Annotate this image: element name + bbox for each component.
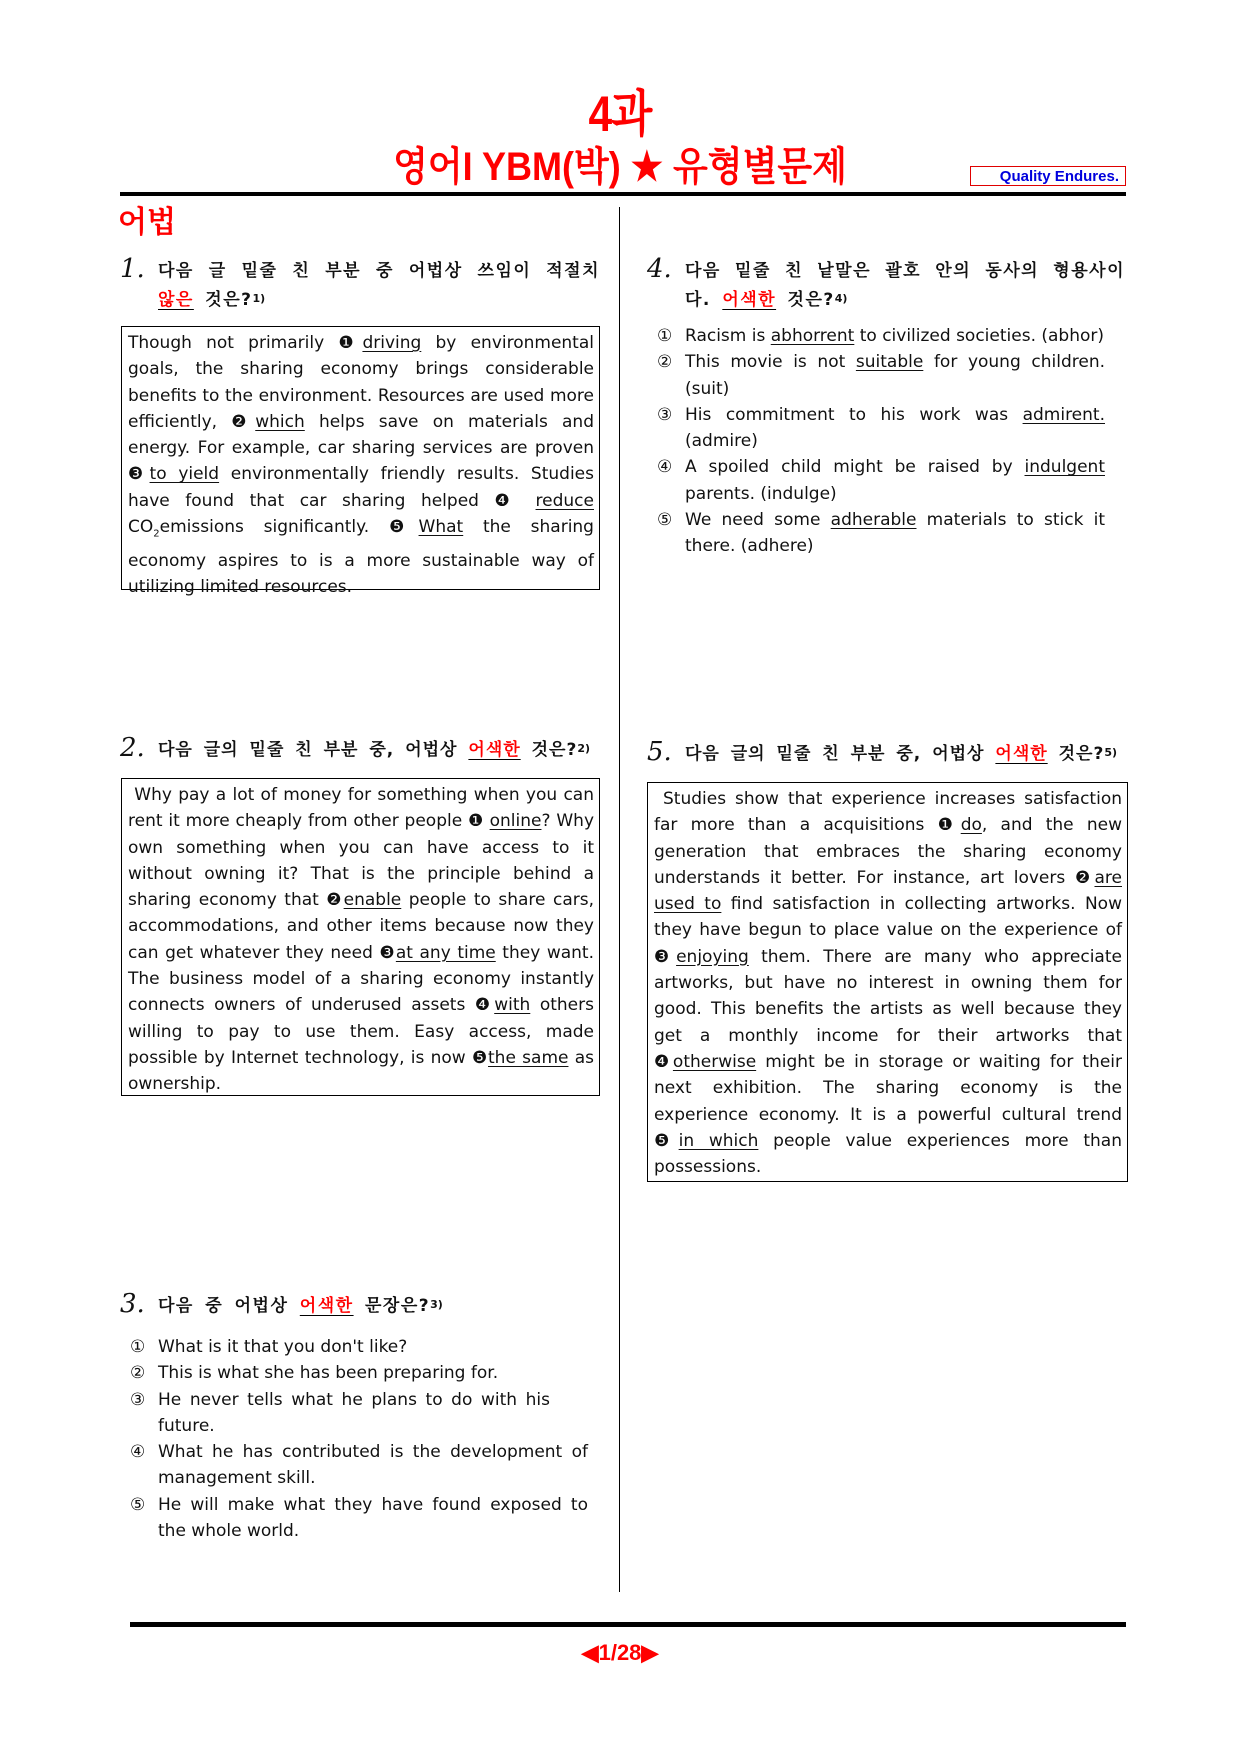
underlined-phrase: enjoying [676,946,749,967]
question-prompt: 다음 글의 밑줄 친 부분 중, 어법상 어색한 것은?$^{2)}$ [158,740,590,760]
footer-rule [130,1622,1126,1627]
passage-box: Though not primarily ❶driving by environmental goals, the sharing economy brings considerable benefits to the environment. Resources are used more efficiently, ❷which helps save on materials and energy. For example, car sharing services are proven ❸to yield environmentally friendly results. Studies have found that car sharing helped ❹ reduce $CO_2emissions$ significantly. ❺What the sharing economy aspires to is a more sustainable way of utilizing limited resources. [121,326,600,590]
question-prompt: 다음 밑줄 친 낱말은 괄호 안의 동사의 형용사이다. 어색한 것은?$^{4)}$ [685,261,1125,310]
choice-marker: ❶ [937,815,961,836]
question-number: 5. [647,737,672,767]
tagline-badge: Quality Endures. [970,166,1126,186]
underlined-phrase: in which [678,1130,759,1151]
underlined-word: suitable [855,352,924,373]
underlined-phrase: otherwise [672,1051,757,1072]
underlined-phrase: driving [362,333,422,353]
option-2[interactable]: ② This movie is not suitable for young children. (suit) [657,352,1105,399]
options-list [657,323,1125,560]
lesson-number: 4과 [588,86,652,142]
passage-box: Studies show that experience increases satisfaction far more than a acquisitions ❶do, and the new generation that embraces the sharing economy understands it better. For instance, art lovers ❷are used to find satisfaction in collecting artworks. Now they have begun to place value on the experience of ❸enjoying them. There are many who appreciate artworks, but have no interest in owning them for good. This benefits the artists as well because they get a monthly income for their artworks that ❹otherwise might be in storage or waiting for their next exhibition. The sharing economy is the experience economy. It is a powerful cultural trend ❺in which people value experiences more than possessions. [647,782,1128,1182]
footnote-ref: 2) [577,742,590,755]
question-prompt: 다음 글의 밑줄 친 부분 중, 어법상 어색한 것은?$^{5)}$ [685,744,1117,764]
footnote-ref: 1) [252,292,266,305]
underlined-phrase: enable [343,890,402,911]
underlined-word: abhorrent [770,326,855,346]
question-5 [647,737,1137,769]
column-divider [619,207,620,1592]
subscript: 2 [153,528,160,540]
prompt-highlight: 어색한 [722,290,777,310]
underlined-phrase: with [494,995,531,1016]
underlined-phrase: to yield [149,464,220,485]
question-1 [120,254,600,315]
underlined-phrase: What [418,517,464,538]
question-2 [120,733,610,765]
choice-marker: ❷ [231,411,256,432]
question-prompt: 다음 중 어법상 어색한 문장은?$^{3)}$ [158,1296,443,1316]
choice-marker: ❶ [338,333,363,353]
underlined-word: adherable [830,510,917,531]
option-4[interactable]: ④ A spoiled child might be raised by indulgent parents. (indulge) [657,457,1105,504]
choice-marker: ❸ [654,946,677,967]
underlined-word: indulgent [1024,457,1105,478]
underlined-phrase: online [489,811,542,832]
underlined-phrase: do [960,815,982,836]
choice-marker: ❹ [494,490,520,511]
page-number: ◀1/28▶ [581,1640,659,1665]
footnote-ref: 4) [834,292,848,305]
question-number: 4. [647,254,672,284]
question-number: 2. [120,733,145,763]
choice-marker: ❸ [379,942,396,963]
option-5[interactable]: ⑤ He will make what they have found exposed to the whole world. [130,1494,588,1542]
underlined-phrase: are used to [654,867,1122,915]
underlined-phrase: the same [488,1047,569,1068]
underlined-word: admirent. [1022,404,1105,425]
option-5[interactable]: ⑤ We need some adherable materials to stick it there. (adhere) [657,510,1106,557]
footnote-ref: 5) [1104,746,1117,759]
option-3[interactable]: ③ He never tells what he plans to do with his future. [130,1389,550,1436]
prompt-highlight: 어색한 [468,740,521,760]
underlined-phrase: at any time [395,942,496,963]
page-title: 영어I YBM(박) ★ 유형별문제 [393,145,847,189]
choice-marker: ❶ [468,811,484,832]
header-rule [120,192,1126,196]
choice-marker: ❺ [654,1130,679,1151]
option-1[interactable]: ① Racism is abhorrent to civilized societies. (abhor) [657,326,1105,346]
section-title: 어법 [118,205,176,240]
question-prompt: 다음 글 밑줄 친 부분 중 어법상 쓰임이 적절치 않은 것은?$^{1)}$ [158,261,600,310]
prompt-highlight: 어색한 [299,1296,354,1316]
choice-marker: ❸ [128,464,150,485]
choice-marker: ❺ [471,1047,489,1068]
prompt-highlight: 어색한 [995,744,1048,764]
option-3[interactable]: ③ His commitment to his work was admirent. (admire) [657,404,1105,452]
underlined-phrase: reduce [535,490,594,511]
choice-marker: ❺ [388,517,419,538]
option-2[interactable]: ② This is what she has been preparing for. [130,1363,499,1384]
underlined-phrase: which [255,411,305,432]
choice-marker: ❹ [654,1051,673,1072]
prompt-highlight: 않은 [158,290,194,310]
option-1[interactable]: ① What is it that you don't like? [130,1337,408,1357]
question-4 [647,254,1125,315]
choice-marker: ❹ [474,995,495,1016]
choice-marker: ❷ [326,890,344,911]
option-4[interactable]: ④ What he has contributed is the development of management skill. [130,1442,588,1489]
footnote-ref: 3) [430,1298,443,1311]
question-3 [120,1289,610,1321]
question-number: 1. [120,254,145,284]
passage-box: Why pay a lot of money for something when you can rent it more cheaply from other people ❶ online? Why own something when you can have access to it without owning it? That is the principle behind a sharing economy that ❷enable people to share cars, accommodations, and other items because now they can get whatever they need ❸at any time they want. The business model of a sharing economy instantly connects owners of underused assets ❹with others willing to pay to use them. Easy access, made possible by Internet technology, is now ❺the same as ownership. [121,778,600,1096]
choice-marker: ❷ [1074,867,1095,888]
options-list [130,1334,588,1544]
question-number: 3. [120,1289,145,1319]
